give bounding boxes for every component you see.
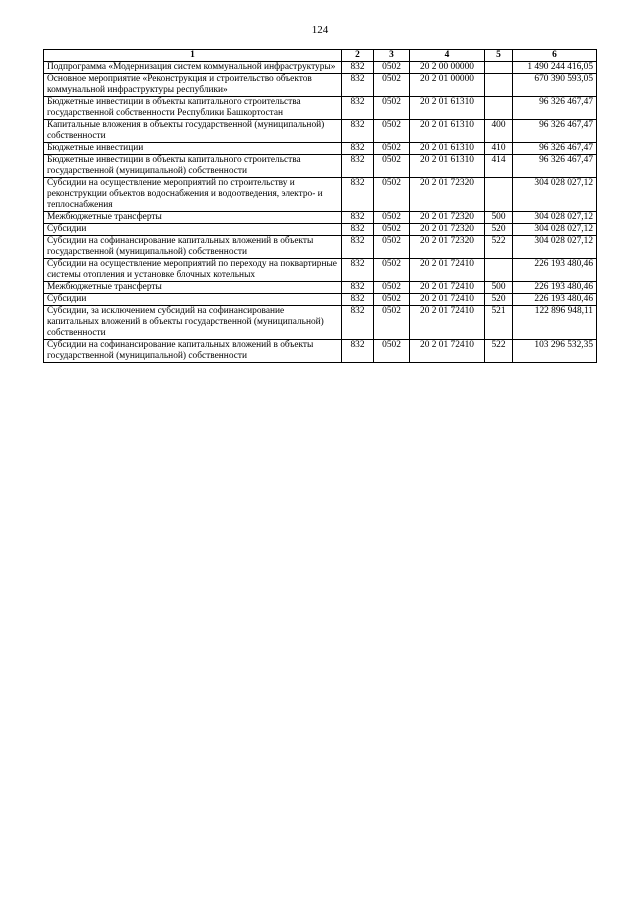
table-row	[44, 74, 597, 97]
amount-cell: 103 296 532,35	[513, 340, 597, 363]
table-row	[44, 62, 597, 74]
ministry-code-cell: 832	[342, 155, 374, 178]
table-row	[44, 120, 597, 143]
column-header: 5	[485, 50, 513, 62]
target-article-cell: 20 2 01 72410	[410, 340, 485, 363]
ministry-code-cell: 832	[342, 178, 374, 212]
row-name-cell: Подпрограмма «Модернизация систем коммунальной инфраструктуры»	[44, 62, 342, 74]
row-name-cell: Бюджетные инвестиции	[44, 143, 342, 155]
section-code-cell: 0502	[374, 97, 410, 120]
target-article-cell: 20 2 01 72320	[410, 224, 485, 236]
section-code-cell: 0502	[374, 236, 410, 259]
row-name-cell: Бюджетные инвестиции в объекты капитального строительства государственной собственности Республики Башкортостан	[44, 97, 342, 120]
amount-cell: 304 028 027,12	[513, 212, 597, 224]
target-article-cell: 20 2 01 61310	[410, 143, 485, 155]
expense-type-cell: 522	[485, 236, 513, 259]
expense-type-cell: 521	[485, 306, 513, 340]
target-article-cell: 20 2 01 00000	[410, 74, 485, 97]
table-row	[44, 224, 597, 236]
ministry-code-cell: 832	[342, 74, 374, 97]
target-article-cell: 20 2 01 72410	[410, 259, 485, 282]
target-article-cell: 20 2 01 72320	[410, 236, 485, 259]
amount-cell: 304 028 027,12	[513, 178, 597, 212]
section-code-cell: 0502	[374, 74, 410, 97]
column-header: 2	[342, 50, 374, 62]
row-name-cell: Субсидии	[44, 294, 342, 306]
row-name-cell: Субсидии на софинансирование капитальных вложений в объекты государственной (муниципальной) собственности	[44, 236, 342, 259]
target-article-cell: 20 2 01 61310	[410, 97, 485, 120]
ministry-code-cell: 832	[342, 306, 374, 340]
ministry-code-cell: 832	[342, 294, 374, 306]
ministry-code-cell: 832	[342, 97, 374, 120]
row-name-cell: Субсидии, за исключением субсидий на софинансирование капитальных вложений в объекты государственной (муниципальной) собственности	[44, 306, 342, 340]
expense-type-cell	[485, 259, 513, 282]
table-row	[44, 340, 597, 363]
table-header-row	[44, 50, 597, 62]
amount-cell: 96 326 467,47	[513, 97, 597, 120]
column-header: 3	[374, 50, 410, 62]
section-code-cell: 0502	[374, 155, 410, 178]
section-code-cell: 0502	[374, 212, 410, 224]
ministry-code-cell: 832	[342, 236, 374, 259]
target-article-cell: 20 2 01 72410	[410, 294, 485, 306]
ministry-code-cell: 832	[342, 224, 374, 236]
section-code-cell: 0502	[374, 143, 410, 155]
section-code-cell: 0502	[374, 282, 410, 294]
target-article-cell: 20 2 01 72410	[410, 306, 485, 340]
target-article-cell: 20 2 01 61310	[410, 120, 485, 143]
ministry-code-cell: 832	[342, 282, 374, 294]
section-code-cell: 0502	[374, 120, 410, 143]
table-row	[44, 212, 597, 224]
section-code-cell: 0502	[374, 306, 410, 340]
ministry-code-cell: 832	[342, 340, 374, 363]
expense-type-cell	[485, 178, 513, 212]
expense-type-cell	[485, 62, 513, 74]
row-name-cell: Межбюджетные трансферты	[44, 212, 342, 224]
expense-type-cell: 522	[485, 340, 513, 363]
expense-type-cell: 520	[485, 224, 513, 236]
amount-cell: 122 896 948,11	[513, 306, 597, 340]
section-code-cell: 0502	[374, 62, 410, 74]
amount-cell: 1 490 244 416,05	[513, 62, 597, 74]
amount-cell: 226 193 480,46	[513, 259, 597, 282]
amount-cell: 96 326 467,47	[513, 155, 597, 178]
section-code-cell: 0502	[374, 294, 410, 306]
amount-cell: 96 326 467,47	[513, 143, 597, 155]
row-name-cell: Субсидии	[44, 224, 342, 236]
expense-type-cell: 520	[485, 294, 513, 306]
target-article-cell: 20 2 00 00000	[410, 62, 485, 74]
row-name-cell: Бюджетные инвестиции в объекты капитального строительства государственной (муниципальной) собственности	[44, 155, 342, 178]
row-name-cell: Межбюджетные трансферты	[44, 282, 342, 294]
table-row	[44, 236, 597, 259]
amount-cell: 96 326 467,47	[513, 120, 597, 143]
table-row	[44, 155, 597, 178]
expense-type-cell: 500	[485, 282, 513, 294]
ministry-code-cell: 832	[342, 120, 374, 143]
amount-cell: 670 390 593,05	[513, 74, 597, 97]
column-header: 6	[513, 50, 597, 62]
section-code-cell: 0502	[374, 259, 410, 282]
ministry-code-cell: 832	[342, 62, 374, 74]
section-code-cell: 0502	[374, 224, 410, 236]
expense-type-cell	[485, 74, 513, 97]
table-row	[44, 259, 597, 282]
ministry-code-cell: 832	[342, 143, 374, 155]
row-name-cell: Субсидии на софинансирование капитальных вложений в объекты государственной (муниципальной) собственности	[44, 340, 342, 363]
row-name-cell: Основное мероприятие «Реконструкция и строительство объектов коммунальной инфраструктуры республики»	[44, 74, 342, 97]
table-row	[44, 294, 597, 306]
target-article-cell: 20 2 01 72410	[410, 282, 485, 294]
table-row	[44, 143, 597, 155]
target-article-cell: 20 2 01 72320	[410, 178, 485, 212]
column-header: 4	[410, 50, 485, 62]
amount-cell: 226 193 480,46	[513, 282, 597, 294]
column-header: 1	[44, 50, 342, 62]
row-name-cell: Субсидии на осуществление мероприятий по переходу на поквартирные системы отопления и установке блочных котельных	[44, 259, 342, 282]
amount-cell: 304 028 027,12	[513, 224, 597, 236]
table-row	[44, 282, 597, 294]
budget-table	[43, 49, 597, 363]
page-number: 124	[311, 24, 329, 36]
expense-type-cell	[485, 97, 513, 120]
expense-type-cell: 500	[485, 212, 513, 224]
expense-type-cell: 414	[485, 155, 513, 178]
table-row	[44, 306, 597, 340]
table-row	[44, 178, 597, 212]
expense-type-cell: 410	[485, 143, 513, 155]
table-row	[44, 97, 597, 120]
ministry-code-cell: 832	[342, 212, 374, 224]
amount-cell: 304 028 027,12	[513, 236, 597, 259]
row-name-cell: Субсидии на осуществление мероприятий по строительству и реконструкции объектов водоснабжения и водоотведения, электро- и теплоснабжения	[44, 178, 342, 212]
section-code-cell: 0502	[374, 340, 410, 363]
expense-type-cell: 400	[485, 120, 513, 143]
ministry-code-cell: 832	[342, 259, 374, 282]
amount-cell: 226 193 480,46	[513, 294, 597, 306]
section-code-cell: 0502	[374, 178, 410, 212]
row-name-cell: Капитальные вложения в объекты государственной (муниципальной) собственности	[44, 120, 342, 143]
target-article-cell: 20 2 01 61310	[410, 155, 485, 178]
target-article-cell: 20 2 01 72320	[410, 212, 485, 224]
